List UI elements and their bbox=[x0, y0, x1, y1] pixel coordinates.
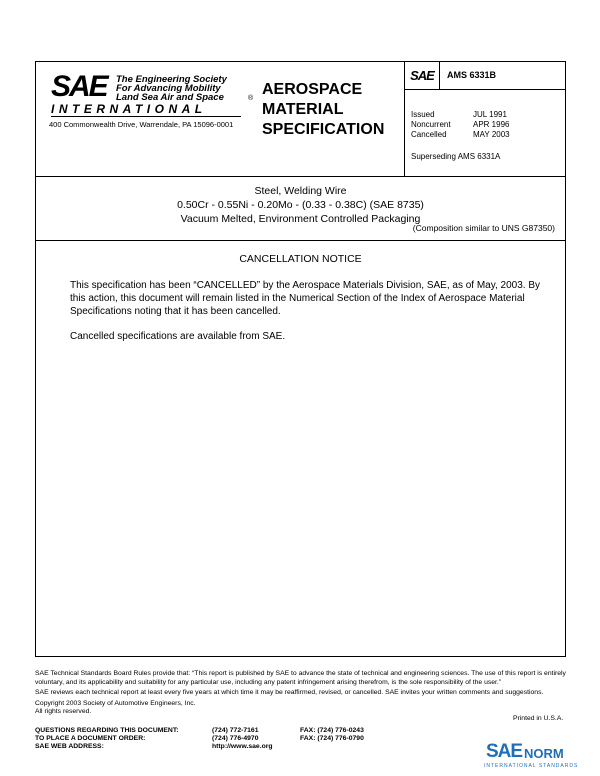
copyright-text: Copyright 2003 Society of Automotive Engineers, Inc. bbox=[35, 699, 196, 707]
sae-norm-watermark-small: INTERNATIONAL STANDARDS bbox=[484, 763, 579, 769]
spec-title-block bbox=[254, 62, 405, 176]
contact-label-1: QUESTIONS REGARDING THIS DOCUMENT: bbox=[35, 727, 179, 734]
title-line-3: SPECIFICATION bbox=[262, 121, 385, 138]
contact-fax-1: FAX: (724) 776-0243 bbox=[300, 727, 364, 734]
sae-norm-watermark-text bbox=[522, 746, 564, 761]
contact-label-2: TO PLACE A DOCUMENT ORDER: bbox=[35, 735, 146, 742]
printed-in: Printed in U.S.A. bbox=[513, 715, 564, 722]
small-sae-logo: SAE bbox=[405, 62, 440, 90]
title-line-1: AEROSPACE bbox=[262, 81, 363, 98]
logo-underline bbox=[51, 116, 241, 117]
availability-paragraph: Cancelled specifications are available from SAE. bbox=[70, 331, 286, 342]
rules-text: SAE Technical Standards Board Rules provide that: “This report is published by SAE to advance the state of technical and engineering sciences. The use of this report is entirely voluntary, and its applicability and suitability for any particular use, including any patent infringement arising therefrom, is the sole responsibility of the user.” bbox=[35, 670, 566, 686]
document-info-block bbox=[405, 62, 565, 176]
tagline-line-3: Land Sea Air and Space bbox=[116, 92, 224, 103]
sae-web-address[interactable]: http://www.sae.org bbox=[212, 743, 273, 750]
subject-block bbox=[36, 176, 565, 241]
title-line-2: MATERIAL bbox=[262, 101, 344, 118]
cancellation-paragraph: This specification has been “CANCELLED” by the Aerospace Materials Division, SAE, as of May, 2003. By this action, this document will remain listed in the Numerical Section of the Index of Aerospace Material Specifications noting that it has been cancelled. bbox=[70, 280, 541, 317]
notice-title: CANCELLATION NOTICE bbox=[239, 253, 362, 265]
tagline-line-1: The Engineering Society bbox=[116, 74, 227, 85]
tagline-line-2: For Advancing Mobility bbox=[116, 83, 221, 94]
noncurrent-value: APR 1996 bbox=[473, 120, 510, 129]
sae-logo-block bbox=[36, 62, 254, 176]
contact-phone-1: (724) 772-7161 bbox=[212, 727, 259, 734]
cancelled-label: Cancelled bbox=[411, 130, 447, 139]
noncurrent-label: Noncurrent bbox=[411, 120, 451, 129]
issued-value: JUL 1991 bbox=[473, 110, 507, 119]
ams-number: AMS 6331B bbox=[447, 70, 497, 80]
composition-note: (Composition similar to UNS G87350) bbox=[412, 223, 555, 233]
contact-label-3: SAE WEB ADDRESS: bbox=[35, 743, 104, 750]
registered-mark: ® bbox=[248, 95, 254, 102]
subject-line-1: Steel, Welding Wire bbox=[254, 185, 347, 197]
document-body bbox=[36, 241, 565, 342]
document-footer bbox=[35, 670, 570, 717]
subject-line-3: Vacuum Melted, Environment Controlled Packaging bbox=[180, 213, 421, 225]
sae-address: 400 Commonwealth Drive, Warrendale, PA 15096-0001 bbox=[49, 120, 234, 129]
cancelled-value: MAY 2003 bbox=[473, 130, 510, 139]
rights-text: All rights reserved. bbox=[35, 708, 92, 715]
review-text: SAE reviews each technical report at least every five years at which time it may be reaffirmed, revised, or cancelled. SAE invites your written comments and suggestions. bbox=[35, 689, 544, 696]
sae-norm-watermark-logo: SAE bbox=[486, 741, 523, 762]
superseding-note: Superseding AMS 6331A bbox=[411, 152, 501, 161]
contact-fax-2: FAX: (724) 776-0790 bbox=[300, 735, 364, 742]
issued-label: Issued bbox=[411, 110, 435, 119]
international-wordmark: INTERNATIONAL bbox=[51, 102, 207, 116]
sae-norm-label: NORM bbox=[524, 746, 564, 761]
contact-phone-2: (724) 776-4970 bbox=[212, 735, 259, 742]
document-frame bbox=[35, 61, 566, 657]
subject-line-2: 0.50Cr - 0.55Ni - 0.20Mo - (0.33 - 0.38C) (SAE 8735) bbox=[177, 199, 424, 211]
document-header bbox=[36, 62, 565, 177]
sae-logo: SAE bbox=[51, 70, 107, 103]
info-divider bbox=[405, 89, 565, 90]
